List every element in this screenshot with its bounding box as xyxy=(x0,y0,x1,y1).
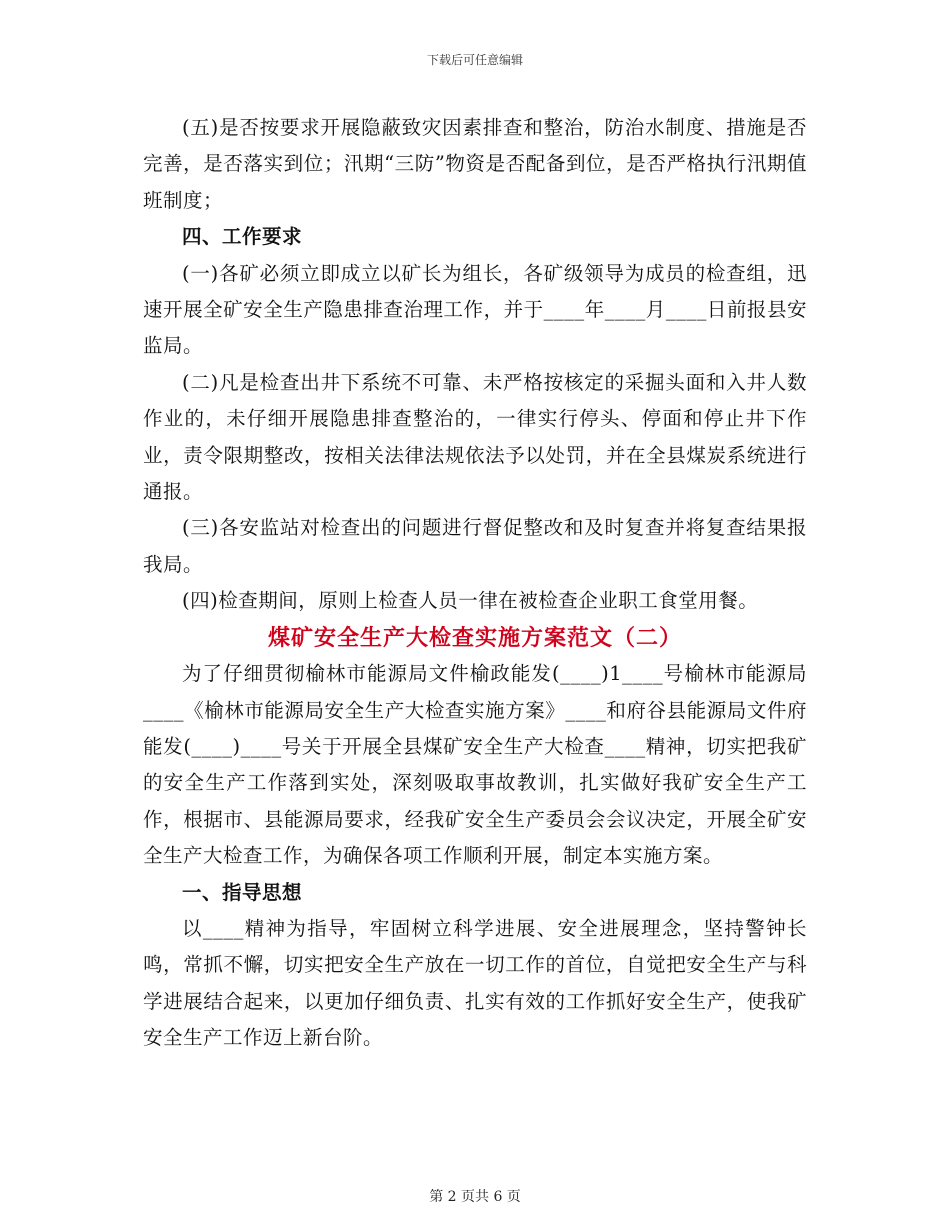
section-heading-guiding-ideology: 一、指导思想 xyxy=(182,880,303,904)
page-header-note: 下载后可任意编辑 xyxy=(426,53,523,67)
paragraph-requirement-2: (二)凡是检查出井下系统不可靠、未严格按核定的采掘头面和入井人数作业的，未仔细开展隐患排查整治的，一律实行停头、停面和停止井下作业，责令限期整改，按相关法律法规依法予以处罚，并在全县煤炭系统进行通报。 xyxy=(143,370,807,504)
paragraph-guiding-ideology: 以____精神为指导，牢固树立科学进展、安全进展理念，坚持警钟长鸣，常抓不懈，切实把安全生产放在一切工作的首位，自觉把安全生产与科学进展结合起来，以更加仔细负责、扎实有效的工作抓好安全生产，使我矿安全生产工作迈上新台阶。 xyxy=(143,916,807,1050)
paragraph-intro: 为了仔细贯彻榆林市能源局文件榆政能发(____)1____号榆林市能源局____《榆林市能源局安全生产大检查实施方案》____和府谷县能源局文件府能发(____)____号关于开展全县煤矿安全生产大检查____精神，切实把我矿的安全生产工作落到实处，深刻吸取事故教训，扎实做好我矿安全生产工作，根据市、县能源局要求，经我矿安全生产委员会会议决定，开展全矿安全生产大检查工作，为确保各项工作顺利开展，制定本实施方案。 xyxy=(143,662,807,868)
paragraph-requirement-4: (四)检查期间，原则上检查人员一律在被检查企业职工食堂用餐。 xyxy=(182,589,759,613)
document-title-part-2: 煤矿安全生产大检查实施方案范文（二） xyxy=(267,624,682,651)
paragraph-requirement-3: (三)各安监站对检查出的问题进行督促整改和及时复查并将复查结果报我局。 xyxy=(143,516,807,576)
paragraph-item-5: (五)是否按要求开展隐蔽致灾因素排查和整治，防治水制度、措施是否完善，是否落实到位；汛期“三防”物资是否配备到位，是否严格执行汛期值班制度； xyxy=(143,116,807,212)
section-heading-work-requirements: 四、工作要求 xyxy=(182,225,303,249)
paragraph-requirement-1: (一)各矿必须立即成立以矿长为组长，各矿级领导为成员的检查组，迅速开展全矿安全生产隐患排查治理工作，并于____年____月____日前报县安监局。 xyxy=(143,261,807,358)
document-body xyxy=(143,110,807,1057)
page-number: 第 2 页共 6 页 xyxy=(429,1189,521,1205)
